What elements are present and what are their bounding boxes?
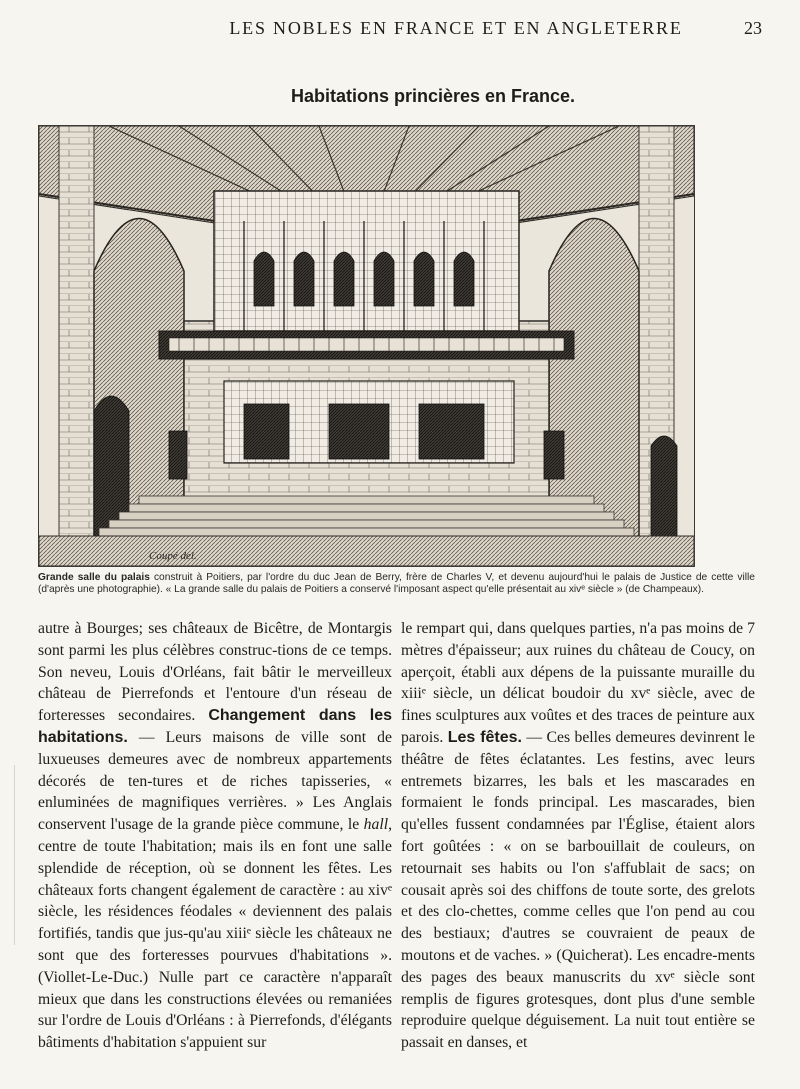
figure-title: Habitations princières en France. — [290, 86, 576, 106]
caption-body: construit à Poitiers, par l'ordre du duc Jean de Berry, frère de Charles V, et devenu aujourd'hui le palais de Justice de cette ville (d'après une photographie). « La grande salle du palais de Poitiers a conservé l'imposant aspect qu'elle présentait au xivᵉ siècle » (de Champeaux). — [38, 572, 755, 595]
right-column-paragraph — [401, 618, 755, 1054]
engraver-signature: Coupé del. — [149, 550, 197, 562]
palace-hall-illustration — [38, 125, 695, 567]
left-column-body-part2: , centre de toute l'habitation; mais ils en font une salle splendide de réception, où se donnent les fêtes. Les châteaux forts changent également de caractère : au xivᵉ siècle, les résidences féodales « deviennent des palais fortifiés, tandis que jus-qu'au xiiiᵉ siècle les châteaux ne sont que des forteresses pourvues d'habitations ». (Viollet-Le-Duc.) Nulle part ce caractère n'apparaît mieux que dans les constructions élevées ou remaniées sur l'ordre de Louis d'Orléans : à Pierrefonds, d'élégants bâtiments d'habitation s'appuient sur — [38, 816, 392, 1052]
left-column-body-part1: — Leurs maisons de ville sont de luxueuses demeures avec de nombreux appartements décorés de ten-tures et de riches tapisseries, « enluminées de magnifiques verrières. » Les Anglais conservent l'usage de la grande pièce commune, le — [38, 728, 392, 834]
running-head: LES NOBLES EN FRANCE ET EN ANGLETERRE — [229, 18, 683, 38]
changement-subheading: Changement dans les habitations. — [38, 707, 392, 746]
left-text-column — [38, 618, 392, 1054]
right-column-body-part1: le rempart qui, dans quelques parties, n'a pas moins de 7 mètres d'épaisseur; aux ruines du château de Coucy, on aperçoit, établi aux dépens de la puissante muraille du xiiiᵉ siècle, un délicat boudoir du xvᵉ siècle, avec de fines sculptures aux voûtes et des traces de peinture aux parois. — [401, 620, 755, 746]
figure-caption — [38, 572, 755, 596]
right-text-column — [401, 618, 755, 1054]
page-margin-mark — [14, 765, 15, 945]
left-column-intro: autre à Bourges; ses châteaux de Bicêtre, de Montargis sont parmi les plus célèbres construc-tions de ce temps. Son neveu, Louis d'Orléans, fait bâtir le merveilleux château de Pierrefonds et l'entoure d'un réseau de forteresses secondaires. — [38, 620, 392, 725]
hall-term: hall — [363, 816, 389, 834]
right-column-body-part2: — Ces belles demeures devinrent le théâtre de fêtes éclatantes. Les festins, avec leurs entremets bizarres, les bals et les mascarades en formaient le fonds principal. Les mascarades, bien qu'elles fussent condamnées par l'Église, étaient alors fort goûtées : « on se barbouillait de couleurs, on retournait ses habits ou l'on s'affublait de sacs; on cousait après soi des chiffons de toute sorte, des grelots et des clo-chettes, comme celles que l'on pend au cou des bestiaux; d'autres se couvraient de peaux de moutons et de vaches. » (Quicherat). Les encadre-ments des pages des beaux manuscrits du xvᵉ siècle sont remplis de figures grotesques, dont plus d'une semble reproduire quelque déguisement. La nuit tout entière se passait en danses, et — [401, 728, 756, 1052]
left-column-paragraph — [38, 618, 392, 1054]
caption-title: Grande salle du palais — [38, 572, 150, 583]
fetes-subheading: Les fêtes. — [447, 728, 522, 746]
palace-hall-engraving — [39, 126, 694, 566]
page-number: 23 — [744, 18, 762, 38]
